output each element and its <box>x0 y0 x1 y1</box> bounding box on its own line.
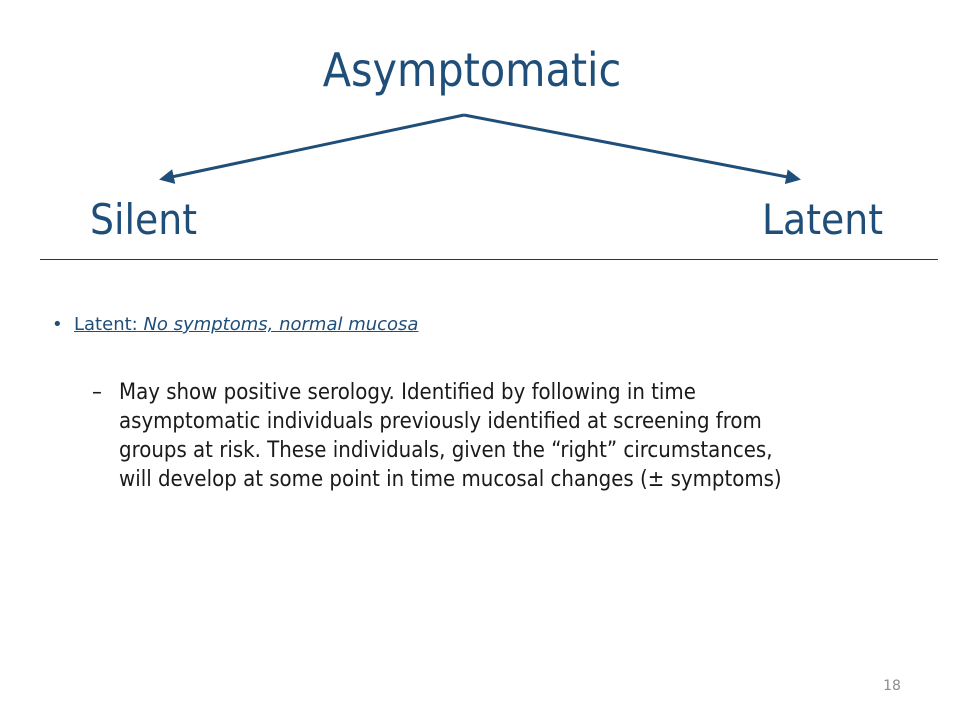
right-arrow <box>464 115 798 179</box>
branch-label-latent: Latent <box>762 195 884 244</box>
bullet-dot-icon: • <box>52 314 63 335</box>
sub-point-line: will develop at some point in time mucosal changes (± symptoms) <box>119 467 782 492</box>
sub-point-line: groups at risk. These individuals, given the “right” circumstances, <box>119 438 773 463</box>
sub-point-line: asymptomatic individuals previously identified at screening from <box>119 409 762 434</box>
sub-point-line: May show positive serology. Identified by following in time <box>119 380 696 405</box>
bullet-link[interactable] <box>74 312 418 338</box>
left-arrow <box>162 115 464 179</box>
sub-point-text <box>119 378 909 494</box>
bullet-definition: No symptoms, normal mucosa <box>143 314 419 335</box>
sub-point-dash: – <box>92 380 102 405</box>
page-number: 18 <box>883 678 901 694</box>
bullet-term: Latent: <box>74 314 138 335</box>
branch-label-silent: Silent <box>90 195 198 244</box>
divider-line <box>40 259 938 260</box>
slide-title: Asymptomatic <box>322 43 622 97</box>
